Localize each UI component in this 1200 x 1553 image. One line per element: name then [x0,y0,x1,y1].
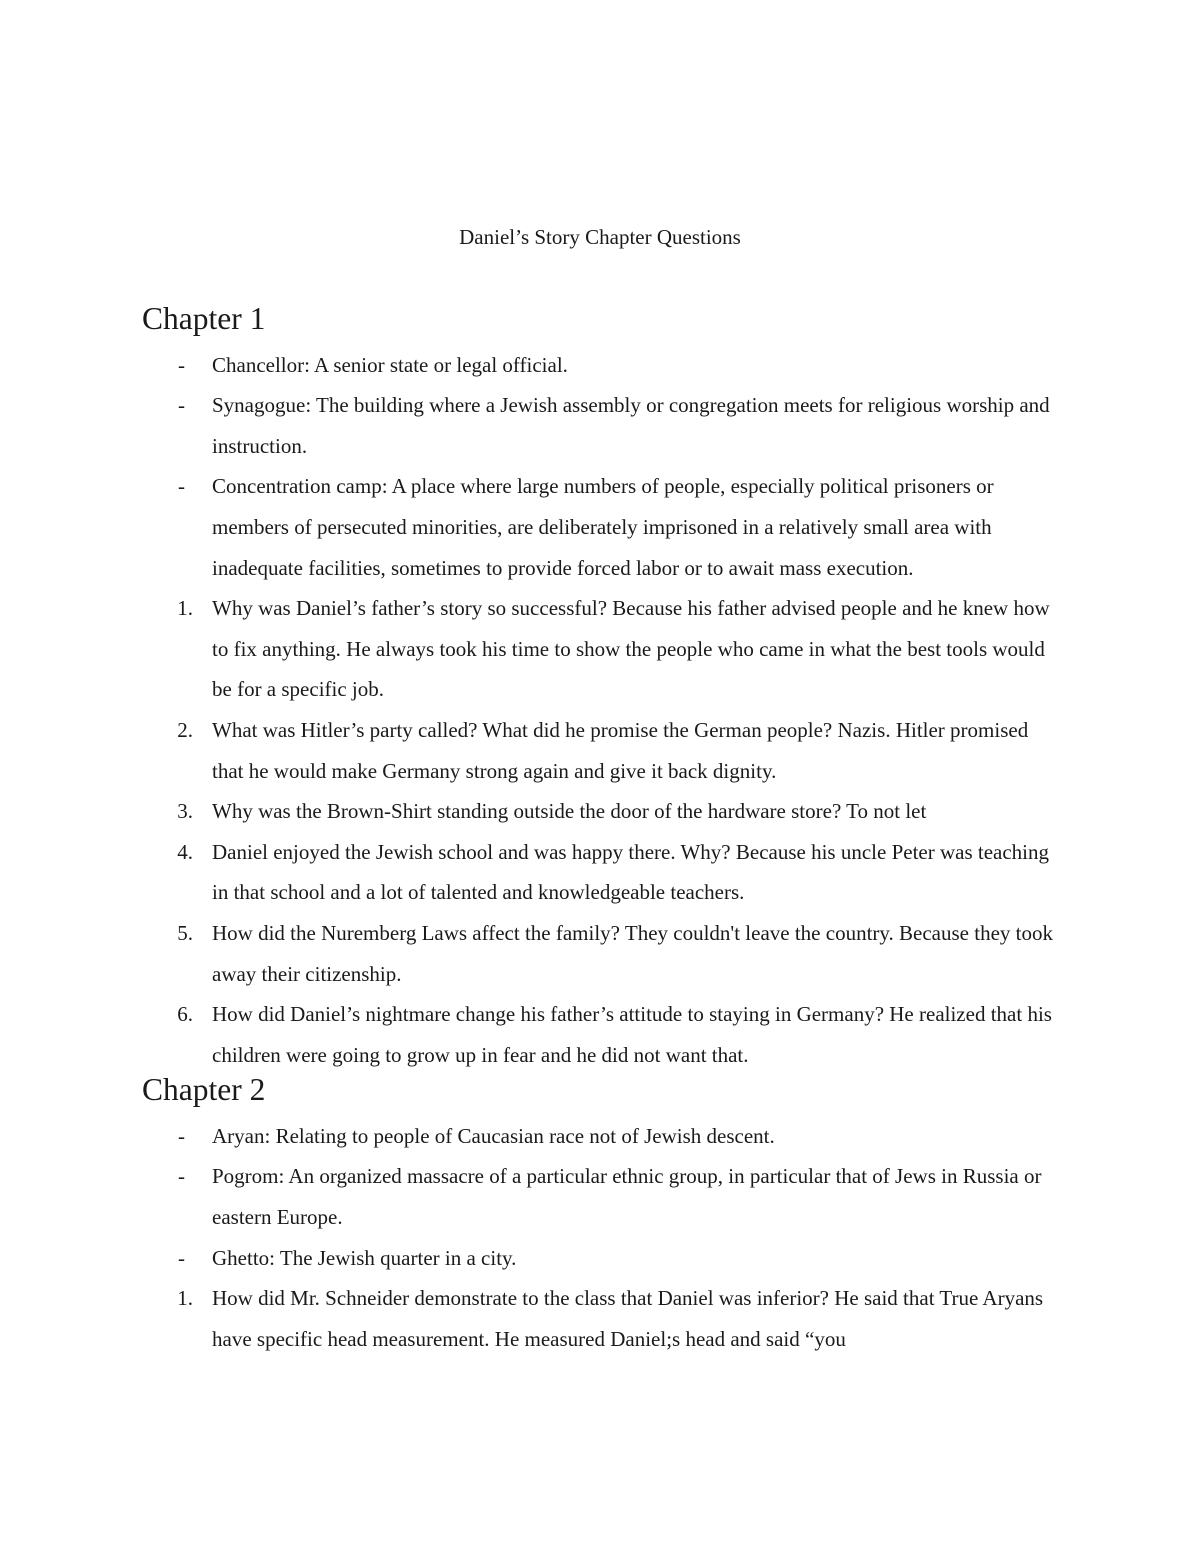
vocab-text: Pogrom: An organized massacre of a particular ethnic group, in particular that of Jews in Russia or eastern Europe. [212,1164,1042,1230]
vocab-text: Synagogue: The building where a Jewish assembly or congregation meets for religious worship and instruction. [212,393,1050,458]
document-body [142,301,1062,1359]
question-item [142,994,1062,1075]
question-text: How did Mr. Schneider demonstrate to the class that Daniel was inferior? He said that True Aryans have specific head measurement. He measured Daniel;s head and said “you [212,1286,1044,1351]
question-text: What was Hitler’s party called? What did he promise the German people? Nazis. Hitler promised that he would make Germany strong again and give it back dignity. [212,717,1029,783]
question-item [142,588,1062,710]
question-item [142,1278,1062,1359]
vocab-text: Concentration camp: A place where large numbers of people, especially political prisoners or members of persecuted minorities, are deliberately imprisoned in a relatively small area with inadequate facilities, sometimes to provide forced labor or to await mass execution. [212,474,994,580]
question-number: 3. [177,799,193,824]
question-item [142,832,1062,913]
bullet-dash: - [178,1245,185,1270]
question-text: How did the Nuremberg Laws affect the family? They couldn't leave the country. Because they took away their citizenship. [212,920,1053,986]
document-title: Daniel’s Story Chapter Questions [459,225,741,249]
vocab-text: Chancellor: A senior state or legal official. [212,352,568,377]
bullet-dash: - [178,474,185,499]
vocab-item [142,385,1062,466]
chapter-heading: Chapter 2 [142,1072,266,1108]
bullet-dash: - [178,393,185,418]
question-text: How did Daniel’s nightmare change his father’s attitude to staying in Germany? He realized that his children were going to grow up in fear and he did not want that. [212,1002,1052,1067]
question-item [142,913,1062,994]
question-number: 4. [177,839,193,864]
vocab-item [142,1156,1062,1237]
vocab-text: Aryan: Relating to people of Caucasian race not of Jewish descent. [212,1123,775,1148]
vocab-item [142,466,1062,588]
question-text: Why was Daniel’s father’s story so successful? Because his father advised people and he knew how to fix anything. He always took his time to show the people who came in what the best tools would be for a specific job. [212,596,1050,702]
question-text: Daniel enjoyed the Jewish school and was happy there. Why? Because his uncle Peter was teaching in that school and a lot of talented and knowledgeable teachers. [212,839,1050,905]
question-number: 5. [177,920,193,945]
question-number: 2. [177,717,193,742]
bullet-dash: - [178,1123,185,1148]
vocab-item [142,1116,1062,1157]
bullet-dash: - [178,1164,185,1189]
question-number: 1. [177,1286,193,1311]
chapter-1-section [142,301,1062,1075]
question-number: 1. [177,596,193,621]
bullet-dash: - [178,352,185,377]
chapter-2-section [142,1072,1062,1359]
vocab-text: Ghetto: The Jewish quarter in a city. [212,1245,517,1270]
question-item [142,710,1062,791]
vocab-item [142,345,1062,386]
question-number: 6. [177,1002,193,1027]
chapter-heading: Chapter 1 [142,301,266,336]
vocab-item [142,1238,1062,1279]
question-text: Why was the Brown-Shirt standing outside the door of the hardware store? To not let [212,799,927,824]
question-item [142,791,1062,832]
